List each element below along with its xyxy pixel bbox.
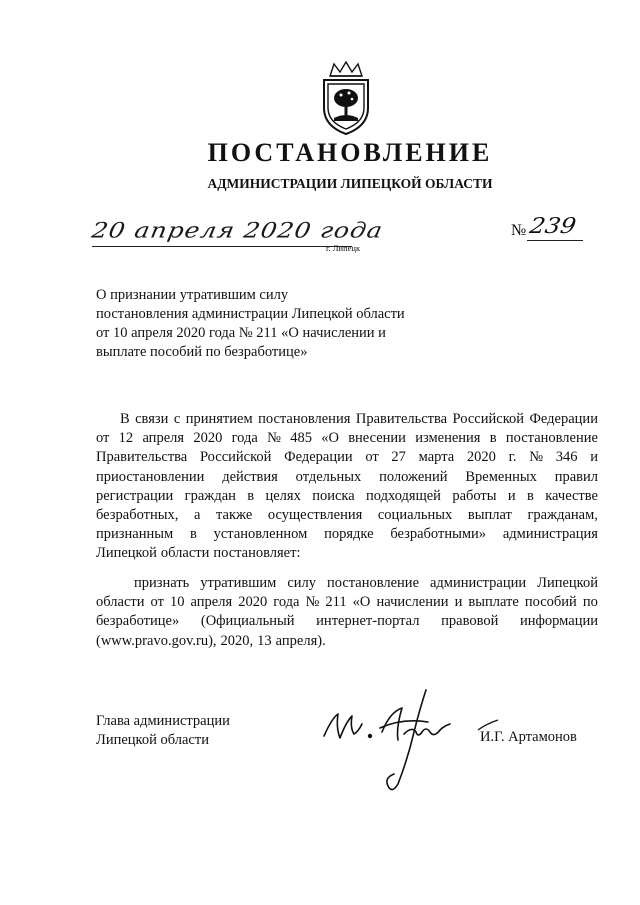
number-underline	[527, 240, 583, 241]
word: изменения	[415, 430, 481, 447]
word: приостановлении	[96, 468, 205, 485]
word: также	[216, 507, 253, 524]
word: 27	[391, 449, 406, 466]
preamble-paragraph	[96, 410, 598, 564]
word: связи	[135, 411, 169, 427]
signatory-name: И.Г. Артамонов	[480, 729, 577, 745]
number-label: №	[511, 222, 527, 239]
word: утратившим	[200, 575, 277, 591]
resolution-paragraph	[96, 574, 598, 651]
word: 10	[169, 594, 185, 611]
word: граждан	[184, 487, 236, 504]
word: №	[267, 430, 281, 447]
word: в	[527, 487, 534, 504]
resolution-line	[96, 612, 598, 631]
word: целях	[265, 487, 301, 504]
word: действия	[222, 468, 278, 485]
preamble-line	[96, 448, 598, 467]
word: (www.pravo.gov.ru),	[96, 632, 217, 649]
word: внесении	[348, 430, 406, 447]
word: интернет-портал	[316, 613, 420, 630]
word: апреля	[142, 430, 185, 447]
word: постановляет:	[213, 545, 301, 562]
word: Федерации	[284, 449, 353, 466]
word: безработными»	[390, 526, 487, 543]
preamble-line	[96, 525, 598, 544]
word: постановление	[326, 575, 420, 591]
word: выплат	[467, 507, 512, 524]
word: от	[96, 430, 110, 447]
word: года	[231, 430, 258, 447]
word: Федерации	[529, 411, 598, 427]
word: поиска	[312, 487, 355, 504]
word: постановления	[258, 411, 351, 427]
word: Временных	[465, 468, 537, 485]
word: работы	[452, 487, 497, 504]
word: по	[582, 594, 598, 611]
word: Липецкой	[96, 545, 157, 562]
word: порядке	[324, 526, 374, 543]
word: 2020	[238, 594, 268, 611]
position-line: Липецкой области	[96, 732, 209, 748]
word: Российской	[199, 449, 272, 466]
word: качестве	[545, 487, 598, 504]
word: 2020,	[220, 632, 254, 649]
word: 346	[555, 449, 578, 466]
subject-line: выплате пособий по безработице»	[96, 344, 308, 360]
word: признать	[134, 575, 190, 591]
word: от	[365, 449, 379, 466]
word: безработице»	[96, 613, 180, 630]
preamble-line	[96, 429, 598, 448]
word: регистрации	[96, 487, 174, 504]
word: 2020	[466, 449, 496, 466]
word: гражданам,	[527, 507, 598, 524]
preamble-line	[96, 410, 598, 429]
word: правовой	[441, 613, 499, 630]
word: пособий	[524, 594, 577, 611]
date-field	[89, 214, 386, 254]
word: в	[189, 526, 197, 543]
word: в	[247, 487, 255, 504]
word: социальных	[377, 507, 453, 524]
word: отдельных	[295, 468, 362, 485]
word: постановление	[505, 430, 598, 447]
resolution-line	[96, 593, 598, 612]
date-underline	[92, 246, 352, 247]
city-label: г. Липецк	[326, 243, 361, 253]
document-subtitle: АДМИНИСТРАЦИИ ЛИПЕЦКОЙ ОБЛАСТИ	[207, 176, 493, 191]
word: апреля).	[275, 632, 326, 649]
word: информации	[519, 613, 598, 630]
word: Правительства	[96, 449, 188, 466]
word: выплате	[468, 594, 519, 611]
word: безработных,	[96, 507, 179, 524]
word: «О	[352, 594, 371, 611]
word: апреля	[190, 594, 233, 611]
handwritten-date: 20 апреля 2020 года	[89, 218, 386, 243]
word: «О	[321, 430, 339, 447]
word: (Официальный	[200, 613, 295, 630]
word: установленном	[213, 526, 308, 543]
word: 211	[325, 594, 347, 611]
word: правил	[554, 468, 598, 485]
resolution-line	[96, 632, 598, 651]
word: Российской	[452, 411, 525, 427]
word: и	[507, 487, 516, 504]
word: 2020	[193, 430, 223, 447]
document-title: ПОСТАНОВЛЕНИЕ	[207, 138, 493, 167]
word: Липецкой	[537, 575, 598, 591]
preamble-line	[96, 487, 598, 506]
word: начислении	[376, 594, 449, 611]
word: г.	[508, 449, 517, 466]
word: администрация	[502, 526, 598, 543]
word: №	[305, 594, 320, 611]
word: области	[96, 594, 145, 611]
word: Правительства	[355, 411, 448, 427]
word: признанным	[96, 526, 174, 543]
coat-of-arms-icon	[316, 58, 376, 138]
word: №	[529, 449, 544, 466]
word: 12	[118, 430, 134, 447]
word: года	[273, 594, 300, 611]
word: силу	[287, 575, 316, 591]
word: от	[150, 594, 164, 611]
preamble-line	[96, 544, 598, 563]
subject-line: О признании утратившим силу	[96, 287, 289, 303]
word: принятием	[185, 411, 253, 427]
preamble-line	[96, 506, 598, 525]
word: положений	[379, 468, 448, 485]
subject-line: от 10 апреля 2020 года № 211 «О начислении и	[96, 325, 386, 341]
subject-line: постановления администрации Липецкой области	[96, 306, 405, 322]
word: 485	[290, 430, 312, 447]
word: а	[193, 507, 201, 524]
word: в	[489, 430, 497, 447]
word: В	[120, 411, 130, 427]
word: осуществления	[267, 507, 363, 524]
preamble-line	[96, 468, 598, 487]
handwritten-number: 239	[527, 213, 579, 239]
resolution-line	[96, 574, 598, 593]
handwritten-signature	[318, 688, 488, 798]
signatory-position	[96, 712, 230, 750]
document-subject	[96, 286, 436, 362]
word: 13	[257, 632, 272, 649]
word: администрации	[429, 575, 527, 591]
word: подходящей	[366, 487, 441, 504]
word: с	[173, 411, 181, 427]
word: и	[590, 449, 598, 466]
position-line: Глава администрации	[96, 713, 230, 729]
word: области	[160, 545, 210, 562]
word: марта	[418, 449, 455, 466]
word: и	[454, 594, 463, 611]
